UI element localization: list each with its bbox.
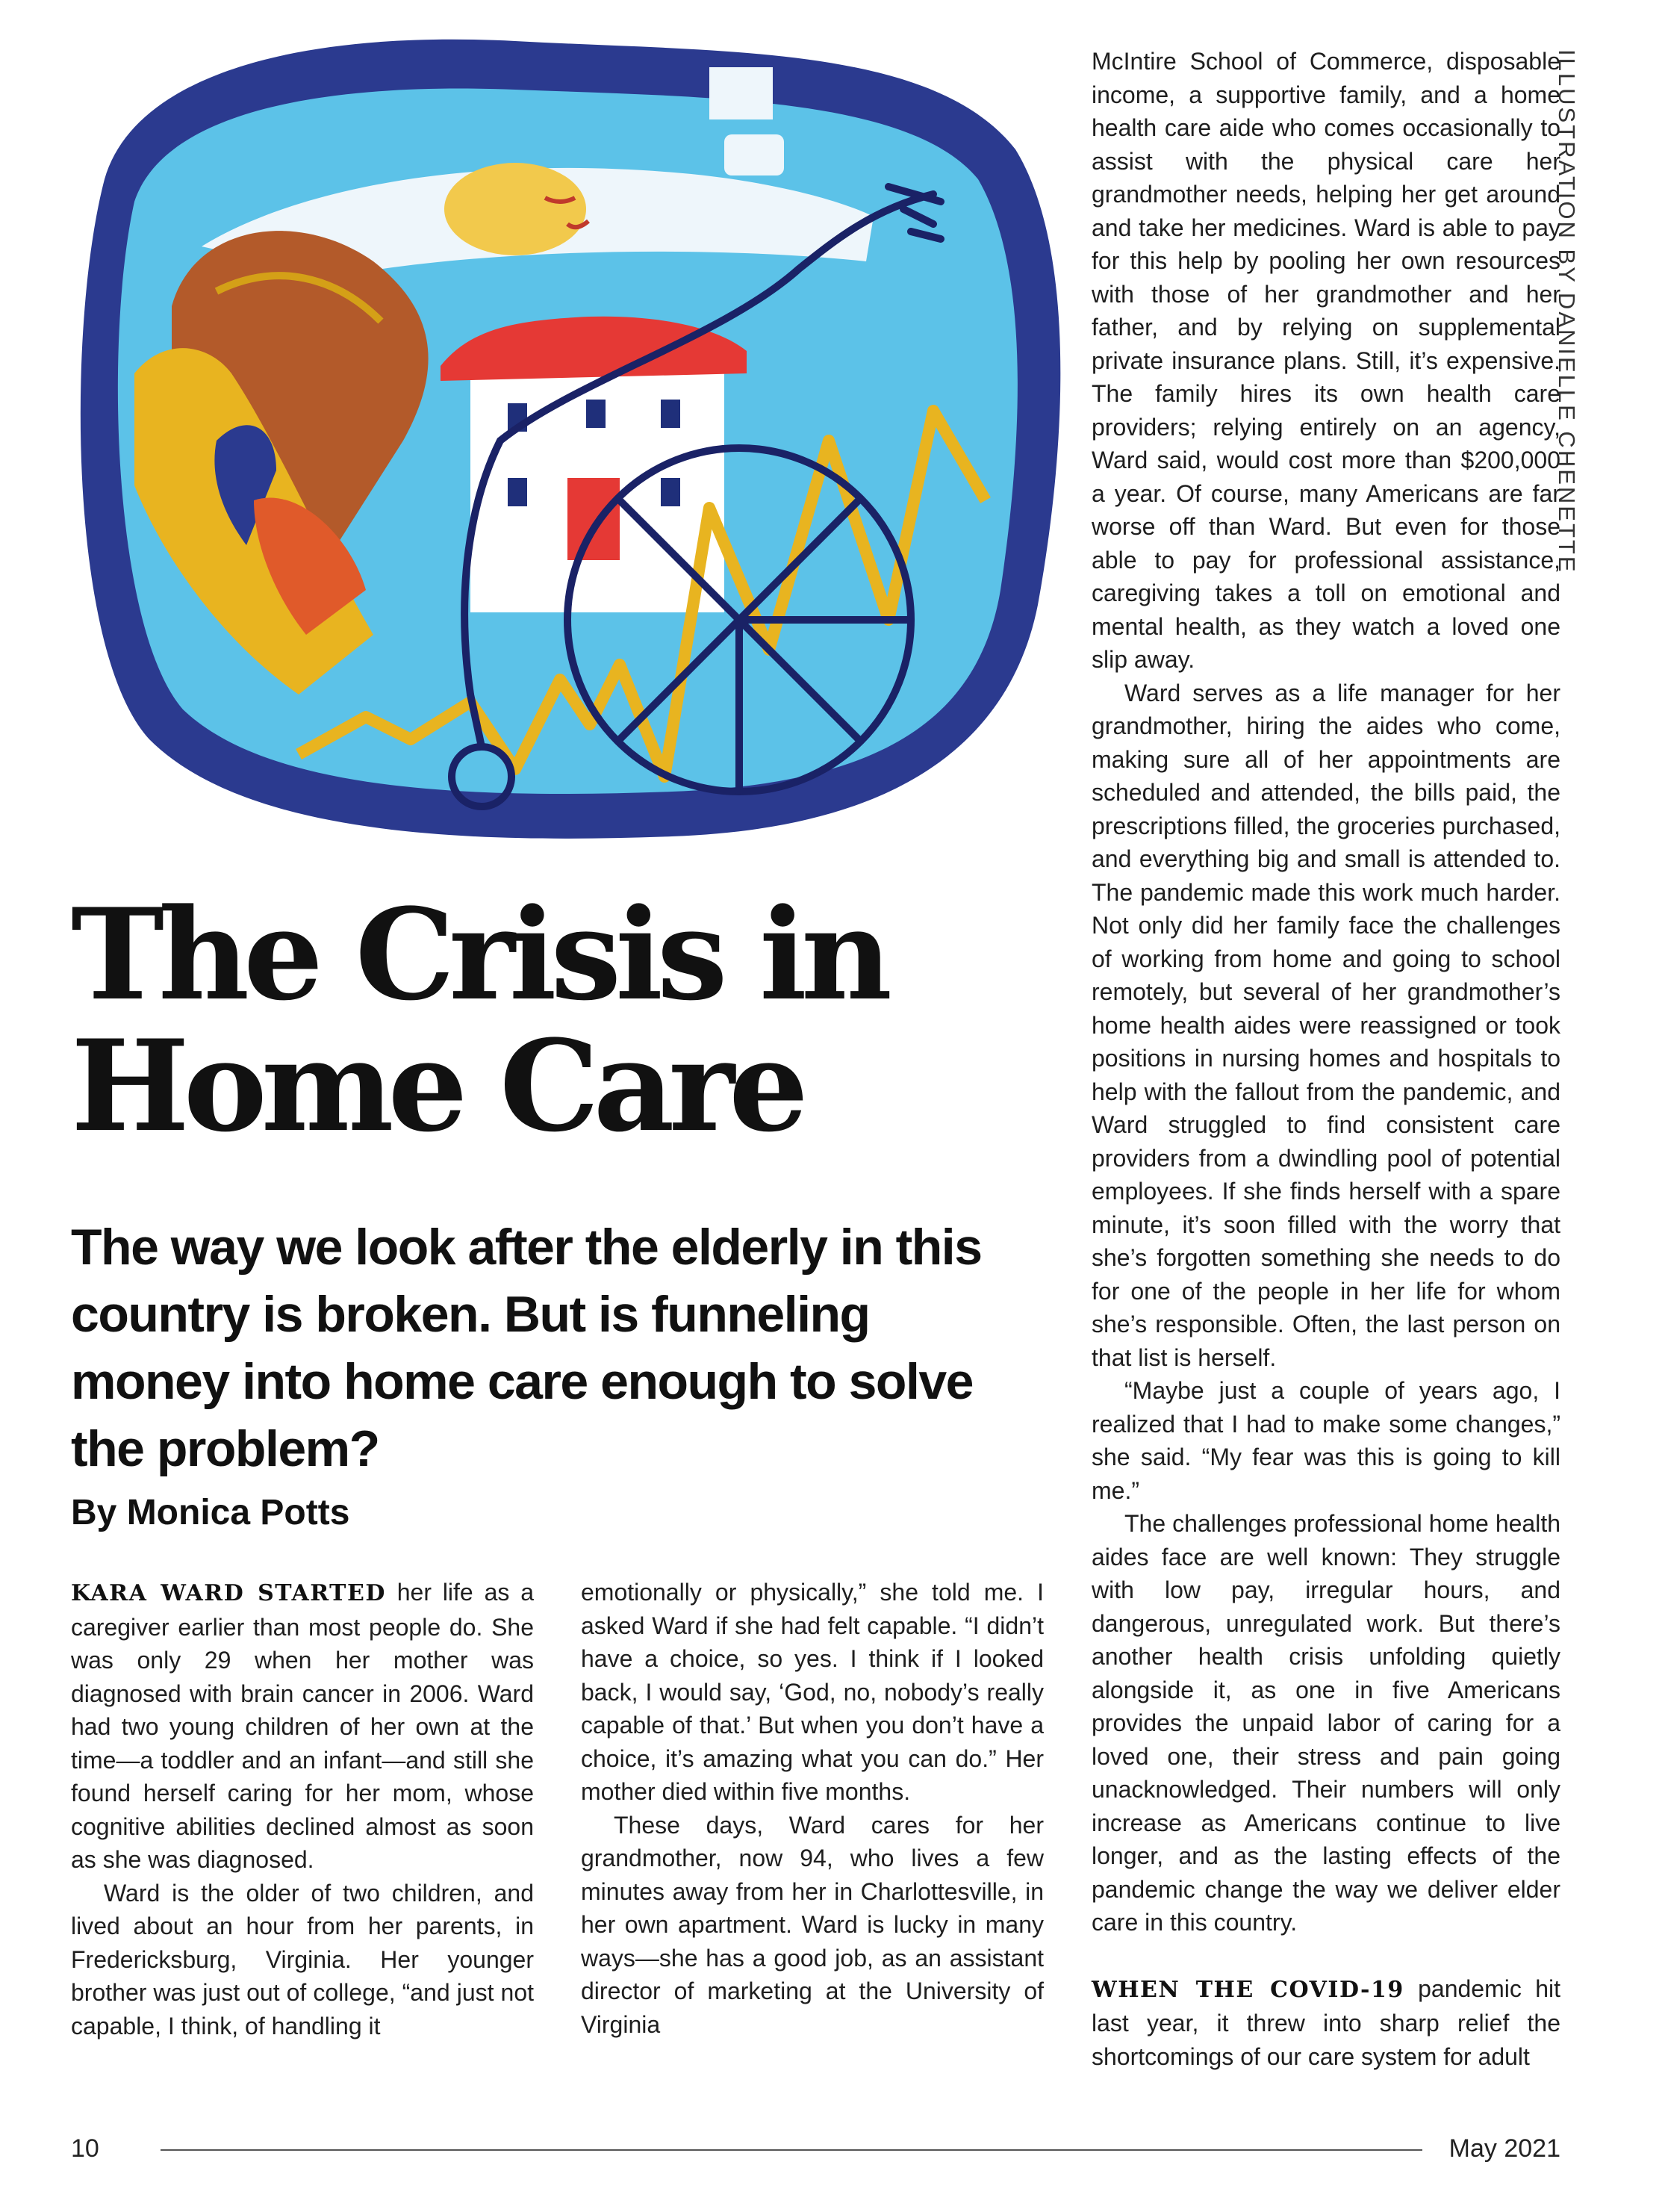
- sleeping-face: [444, 163, 586, 255]
- page-number: 10: [71, 2134, 99, 2163]
- house-door: [567, 478, 620, 560]
- paragraph: Ward is the older of two children, and lived about an hour from her parents, in Fredericksburg, Virginia. Her younger brother was just out of college, “and just not capable, I think, of handling it: [71, 1879, 534, 2039]
- illustration-credit: ILLUSTRATION BY DANIELLE CHENETTE: [1554, 49, 1580, 574]
- paragraph: These days, Ward cares for her grandmother, now 94, who lives a few minutes away from her in Charlottesville, in her own apartment. Ward is lucky in many ways—she has a good job, as an assistant director of marketing at the University of Virginia: [581, 1811, 1044, 2038]
- paragraph-text: her life as a caregiver earlier than most people do. She was only 29 when her mother was diagnosed with brain cancer in 2006. Ward had two young children of her own at the time—a toddler and an infant—and still she found herself caring for her mom, whose cognitive abilities declined almost as soon as she was diagnosed.: [71, 1579, 534, 1873]
- paragraph-text: pandemic hit last year, it threw into sharp relief the shortcomings of our care system for adult: [1092, 1975, 1561, 2070]
- paragraph: emotionally or physically,” she told me. I asked Ward if she had felt capable. “I didn’t have a choice, so yes. I think if I looked back, I would say, ‘God, no, nobody’s really capable of that.’ But when you don’t have a choice, it’s amazing what you can do.” Her mother died within five months.: [581, 1579, 1044, 1805]
- article-dek: The way we look after the elderly in this country is broken. But is funneling money into home care enough to solve the problem?: [71, 1219, 982, 1477]
- byline: By Monica Potts: [71, 1493, 350, 1532]
- footer-rule: [161, 2149, 1422, 2151]
- body-column-1: [71, 1576, 534, 2042]
- paragraph: [71, 1576, 534, 1877]
- article-illustration: [52, 22, 1068, 851]
- paragraph: “Maybe just a couple of years ago, I realized that I had to make some changes,” she said. “My fear was this is going to kill me.”: [1092, 1377, 1560, 1504]
- lead-in: KARA WARD STARTED: [71, 1580, 386, 1606]
- article-headline: The Crisis in Home Care: [71, 880, 887, 1160]
- paragraph: Ward serves as a life manager for her grandmother, hiring the aides who come, making sure all of her appointments are scheduled and attended, the bills paid, the prescriptions filled, the groceries purchased, and everything big and small is attended to. The pandemic made this work much harder. Not only did her family face the challenges of working from home and going to school remotely, but several of her grandmother’s home health aides were reassigned or took positions in nursing homes and hospitals to help with the fallout from the pandemic, and Ward struggled to find consistent care providers from a dwindling pool of potential employees. If she finds herself with a spare minute, it’s soon filled with the worry that she’s forgotten something she needs to do for one of the people in her life for whom she’s responsible. Often, the last person on that list is herself.: [1092, 679, 1560, 1371]
- paragraph: [1092, 1972, 1560, 2074]
- lead-in: WHEN THE COVID-19: [1092, 1976, 1404, 2003]
- paragraph: The challenges professional home health aides face are well known: They struggle with low pay, irregular hours, and dangerous, unregulated work. But there’s another health crisis unfolding quietly alongside it, as one in five Americans provides the unpaid labor of caring for a loved one, their stress and pain going unacknowledged. Their numbers will only increase as Americans continue to live longer, and as the lasting effects of the pandemic change the way we deliver elder care in this country.: [1092, 1510, 1560, 1936]
- body-column-2: [581, 1576, 1044, 2041]
- body-column-3: [1092, 45, 1560, 2073]
- issue-date: May 2021: [1448, 2134, 1560, 2163]
- paragraph: McIntire School of Commerce, disposable income, a supportive family, and a home health care aide who comes occasionally to assist with the physical care her grandmother needs, helping her get around and take her medicines. Ward is able to pay for this help by pooling her own resources with those of her grandmother and her father, and by relying on supplemental private insurance plans. Still, it’s expensive. The family hires its own health care providers; relying entirely on an agency, Ward said, would cost more than $200,000 a year. Of course, many Americans are far worse off than Ward. But even for those able to pay for professional assistance, caregiving takes a toll on emotional and mental health, as they watch a loved one slip away.: [1092, 48, 1560, 673]
